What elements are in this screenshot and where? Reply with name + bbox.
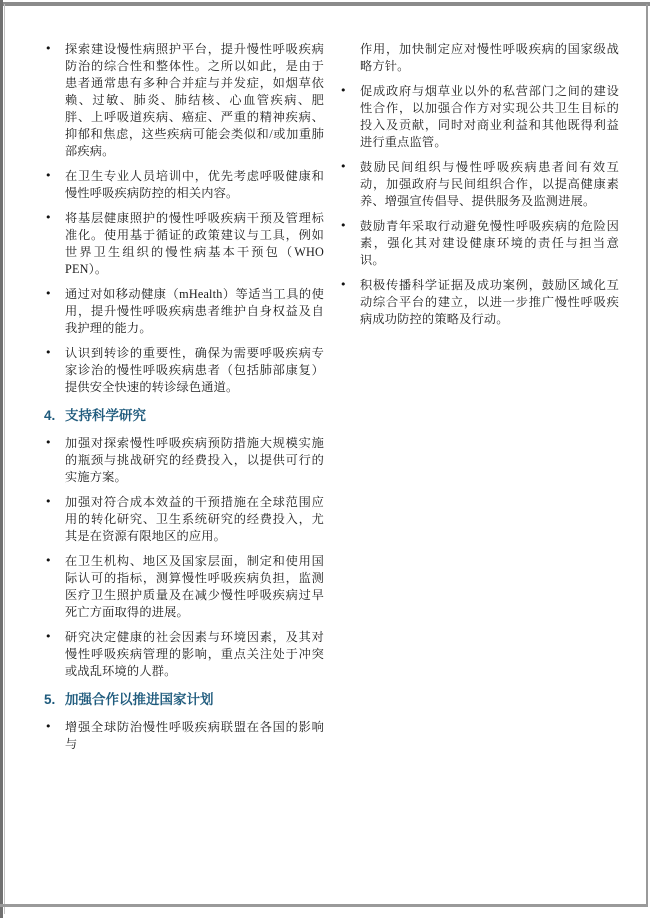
page-border-top	[0, 2, 650, 6]
bullet-icon: •	[340, 219, 347, 232]
list-item	[43, 168, 324, 202]
list-item	[43, 553, 324, 621]
bullet-icon: •	[45, 436, 52, 449]
bullet-icon: •	[45, 554, 52, 567]
bullet-icon: •	[45, 346, 52, 359]
bullet-text: 积极传播科学证据及成功案例，鼓励区域化互动综合平台的建立，以进一步推广慢性呼吸疾病成功防控的策略及行动。	[360, 278, 619, 326]
bullet-text: 在卫生机构、地区及国家层面，制定和使用国际认可的指标，测算慢性呼吸疾病负担，监测医疗卫生照护质量及在减少慢性呼吸疾病过早死亡方面取得的进展。	[65, 554, 324, 619]
bullet-icon: •	[340, 84, 347, 97]
list-item	[43, 719, 324, 753]
continuation-paragraph	[338, 41, 619, 75]
bullet-text: 认识到转诊的重要性，确保为需要呼吸疾病专家诊治的慢性呼吸疾病患者（包括肺部康复）提供安全快速的转诊绿色通道。	[65, 346, 324, 394]
page-border-left	[0, 0, 3, 918]
list-item	[43, 210, 324, 278]
bullet-icon: •	[45, 495, 52, 508]
list-item	[338, 218, 619, 269]
list-item	[338, 277, 619, 328]
bullet-text: 通过对如移动健康（mHealth）等适当工具的使用，提升慢性呼吸疾病患者维护自身权益及自我护理的能力。	[65, 287, 324, 335]
list-item	[43, 629, 324, 680]
bullet-icon: •	[45, 287, 52, 300]
bullet-icon: •	[45, 42, 52, 55]
page-border-right	[646, 4, 648, 906]
bullet-text: 鼓励青年采取行动避免慢性呼吸疾病的危险因素，强化其对建设健康环境的责任与担当意识。	[360, 219, 619, 267]
section-heading-4	[43, 407, 324, 425]
bullet-text: 研究决定健康的社会因素与环境因素，及其对慢性呼吸疾病管理的影响，重点关注处于冲突或战乱环境的人群。	[65, 630, 324, 678]
bullet-icon: •	[340, 160, 347, 173]
list-item	[43, 41, 324, 160]
section-title: 支持科学研究	[65, 408, 146, 423]
bullet-text: 鼓励民间组织与慢性呼吸疾病患者间有效互动，加强政府与民间组织合作，以提高健康素养、增强宣传倡导、提供服务及监测进展。	[360, 160, 619, 208]
page-border-bottom	[0, 904, 648, 907]
bullet-icon: •	[45, 720, 52, 733]
bullet-text: 探索建设慢性病照护平台，提升慢性呼吸疾病防治的综合性和整体性。之所以如此，是由于患者通常患有多种合并症与并发症，如烟草依赖、过敏、肺炎、肺结核、心血管疾病、肥胖、上呼吸道疾病、癌症、严重的精神疾病、抑郁和焦虑，这些疾病可能会类似和/或加重肺部疾病。	[65, 42, 324, 158]
list-item	[43, 286, 324, 337]
bullet-icon: •	[45, 169, 52, 182]
list-item	[43, 345, 324, 396]
paragraph-text: 作用，加快制定应对慢性呼吸疾病的国家级战略方针。	[360, 42, 619, 73]
bullet-text: 将基层健康照护的慢性呼吸疾病干预及管理标准化。使用基于循证的政策建议与工具，例如世界卫生组织的慢性病基本干预包（WHO PEN）。	[65, 211, 324, 276]
bullet-text: 促成政府与烟草业以外的私营部门之间的建设性合作，以加强合作方对实现公共卫生目标的投入及贡献，同时对商业利益和其他既得利益进行重点监管。	[360, 84, 619, 149]
section-number: 4.	[44, 408, 56, 423]
bullet-text: 加强对探索慢性呼吸疾病预防措施大规模实施的瓶颈与挑战研究的经费投入，以提供可行的实施方案。	[65, 436, 324, 484]
section-number: 5.	[44, 692, 56, 707]
bullet-text: 加强对符合成本效益的干预措施在全球范围应用的转化研究、卫生系统研究的经费投入，尤其是在资源有限地区的应用。	[65, 495, 324, 543]
list-item	[43, 435, 324, 486]
section-heading-5	[43, 691, 324, 709]
bullet-text: 增强全球防治慢性呼吸疾病联盟在各国的影响与	[65, 720, 324, 751]
list-item	[43, 494, 324, 545]
list-item	[338, 83, 619, 151]
bullet-text: 在卫生专业人员培训中，优先考虑呼吸健康和慢性呼吸疾病防控的相关内容。	[65, 169, 324, 200]
bullet-icon: •	[45, 630, 52, 643]
list-item	[338, 159, 619, 210]
bullet-icon: •	[45, 211, 52, 224]
page-border-left-inner	[4, 4, 5, 914]
section-title: 加强合作以推进国家计划	[65, 692, 214, 707]
bullet-icon: •	[340, 278, 347, 291]
page-column-right	[338, 41, 619, 336]
page-column-left	[43, 41, 324, 761]
